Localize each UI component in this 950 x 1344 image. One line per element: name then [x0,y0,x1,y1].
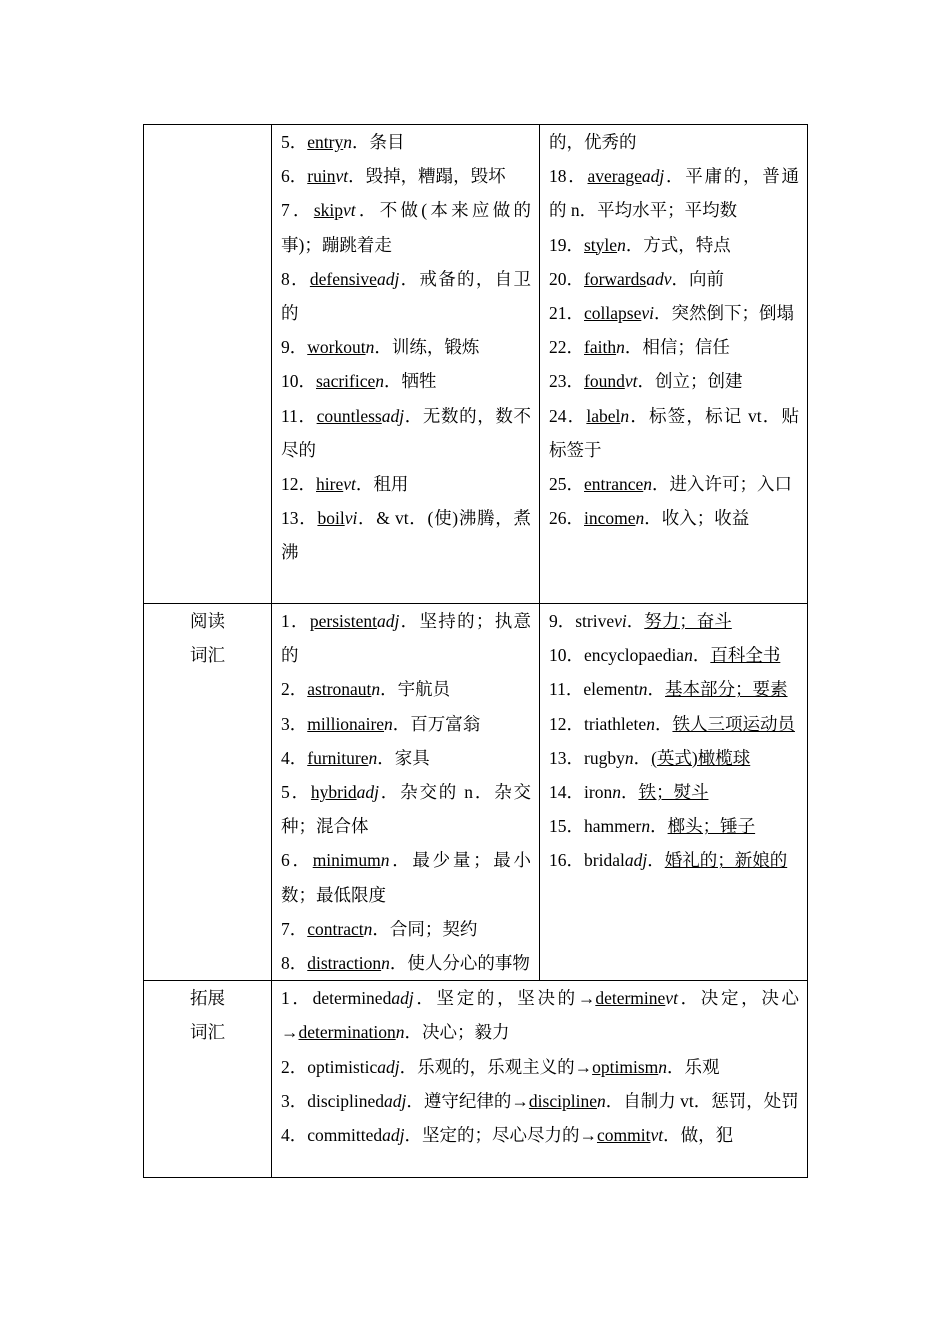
vocab-entry: 26．incomen．收入；收益 [549,508,750,529]
vocab-entry: 22．faithn．相信；信任 [549,337,730,358]
vocab-entry: 9．strivevi．努力；奋斗 [549,611,732,631]
table-row [144,125,808,604]
derived-word: determine [595,988,666,1009]
vocab-entry: 7．contractn．合同；契约 [281,918,478,939]
vocab-entry: 2．astronautn．宇航员 [281,679,451,700]
vocab-entry: 16．bridaladj．婚礼的；新娘的 [549,850,788,871]
vocab-entry: 11．elementn．基本部分；要素 [549,679,788,700]
answer-text: 努力；奋斗 [644,611,732,631]
column-wide [272,981,808,1178]
category-cell-extended-vocab [144,981,272,1178]
derived-word: commit [596,1125,651,1146]
derived-word: determination [298,1022,396,1043]
vocab-entry: 2．optimisticadj．乐观的，乐观主义的→optimismn．乐观 [281,1056,720,1077]
vocab-entry: 8．defensiveadj．戒备的，自卫的 [281,268,531,324]
answer-text: 婚礼的；新娘的 [664,850,788,871]
vocab-entry: 6．minimumn．最少量；最小数；最低限度 [281,850,532,905]
vocab-entry: 21．collapsevi．突然倒下；倒塌 [549,303,794,324]
vocab-entry: 12．triathleten．铁人三项运动员 [549,713,795,734]
category-label: 阅读 [190,611,225,631]
vocab-entry: 8．distractionn．使人分心的事物 [281,953,530,974]
vocab-entry: 25．entrancen．进入许可；入口 [549,474,793,495]
derived-word: optimism [592,1056,659,1077]
vocab-entry: 15．hammern．榔头；锤子 [549,816,756,837]
vocab-entry: 6．ruinvt．毁掉，糟蹋，毁坏 [281,166,506,187]
vocab-entry: 7．skipvt．不做(本来应做的事)；蹦跳着走 [281,200,531,255]
vocab-entry: 5．entryn．条目 [281,132,405,152]
vocabulary-table [143,124,808,1178]
vocab-entry: 24．labeln．标签，标记 vt．贴标签于 [549,405,799,460]
vocab-entry: 1．persistentadj．坚持的；执意的 [281,611,532,666]
vocab-entry: 20．forwardsadv．向前 [549,268,724,289]
vocab-entry: 4．furnituren．家具 [281,747,430,768]
answer-text: 榔头；锤子 [667,816,756,837]
vocab-entry: 19．stylen．方式，特点 [549,234,731,255]
vocab-entry: 23．foundvt．创立；创建 [549,371,743,392]
column-left [272,604,540,981]
answer-text: (英式)橄榄球 [651,747,751,768]
vocab-entry: 18．averageadj．平庸的，普通的 n．平均水平；平均数 [549,166,800,221]
category-label: 拓展 [190,988,225,1009]
vocab-entry: 10．encyclopaedian．百科全书 [549,645,781,666]
answer-text: 百科全书 [710,645,781,666]
vocab-entry: 3．millionairen．百万富翁 [281,713,481,734]
answer-text: 铁人三项运动员 [672,713,795,734]
vocab-entry: 9．workoutn．训练，锻炼 [281,337,480,358]
derived-word: discipline [528,1090,597,1111]
vocab-entry: 3．disciplinedadj．遵守纪律的→disciplinen．自制力 vt．惩罚，处罚 [281,1090,799,1111]
vocab-entry: 14．ironn．铁；熨斗 [549,782,709,803]
vocab-entry: 13．rugbyn．(英式)橄榄球 [549,747,751,768]
category-label: 词汇 [190,1022,225,1043]
category-label: 词汇 [190,645,225,665]
table-row [144,981,808,1178]
answer-text: 铁；熨斗 [638,782,709,803]
category-cell-reading-vocab [144,604,272,981]
vocab-entry: 4．committedadj．坚定的；尽心尽力的→commitvt．做，犯 [281,1125,734,1146]
vocab-entry: 5．hybridadj．杂交的 n．杂交种；混合体 [281,782,532,837]
vocab-entry: 1．determinedadj．坚定的，坚决的→determinevt．决定，决心→determinationn．决心；毅力 [281,988,800,1043]
column-right [540,604,808,981]
column-right [540,125,808,604]
vocab-entry-continued: 的，优秀的 [549,132,637,152]
vocab-entry: 13．boilvi．& vt．(使)沸腾，煮沸 [281,508,532,563]
table-row [144,604,808,981]
vocab-entry: 11．countlessadj．无数的，数不尽的 [281,405,531,460]
vocab-entry: 10．sacrificen．牺牲 [281,371,437,392]
answer-text: 基本部分；要素 [665,679,788,700]
category-cell [144,125,272,604]
column-left [272,125,540,604]
vocab-entry: 12．hirevt．租用 [281,474,409,495]
